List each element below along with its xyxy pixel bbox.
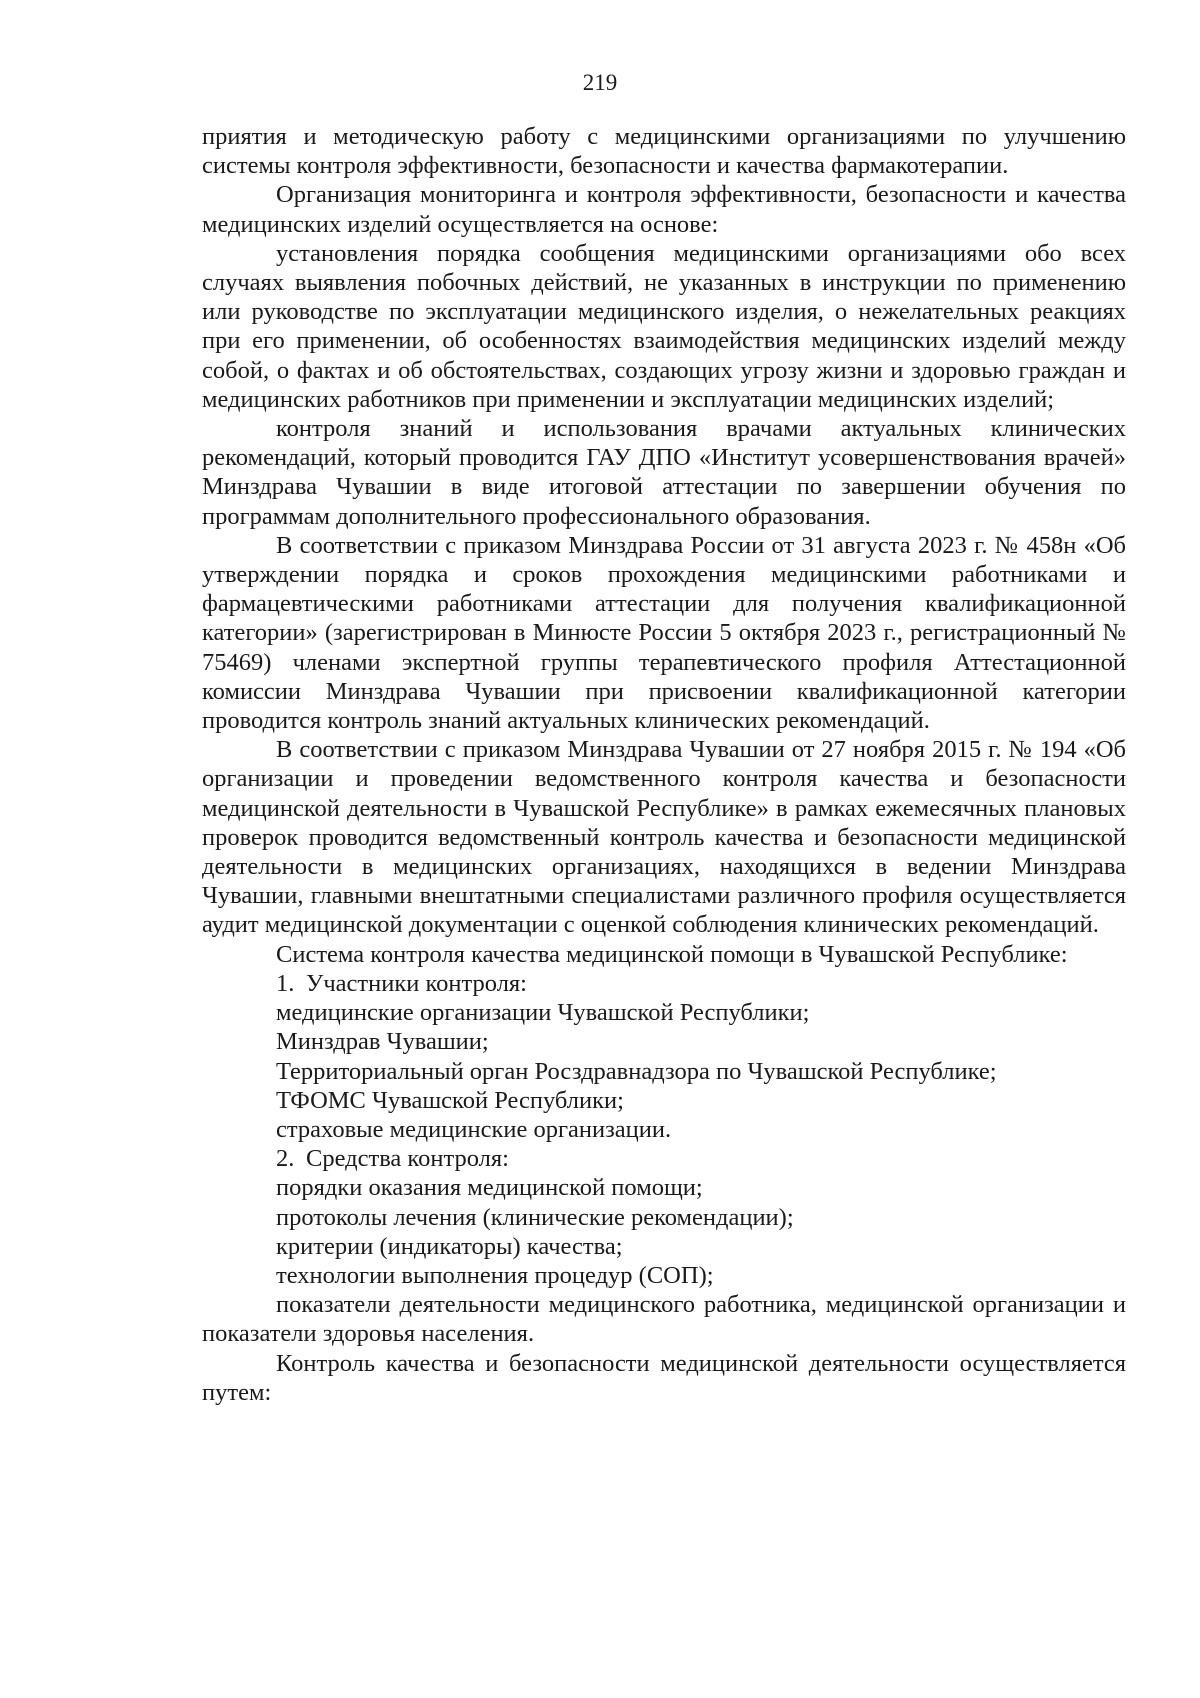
list-item: страховые медицинские организации.	[276, 1115, 672, 1143]
paragraph-reporting-procedure: установления порядка сообщения медицинскими организациями обо всех случаях выявления побочных действий, не указанных в инструкции по применению или руководстве по эксплуатации медицинского изделия, о нежелательных реакциях при его применении, об особенностях взаимодействия медицинских изделий между собой, о фактах и об обстоятельствах, создающих угрозу жизни и здоровью граждан и медицинских работников при применении и эксплуатации медицинских изделий;	[202, 239, 1126, 413]
paragraph-medical-devices-monitoring: Организация мониторинга и контроля эффективности, безопасности и качества медицинских изделий осуществляется на основе:	[202, 181, 1126, 238]
paragraph-control-methods: Контроль качества и безопасности медицинской деятельности осуществляется путем:	[202, 1349, 1126, 1406]
section-participants-title: Участники контроля:	[306, 969, 527, 997]
paragraph-order-194: В соответствии с приказом Минздрава Чувашии от 27 ноября 2015 г. № 194 «Об организации и проведении ведомственного контроля качества и безопасности медицинской деятельности в Чувашской Республике» в рамках ежемесячных плановых проверок проводится ведомственный контроль качества и безопасности медицинской деятельности в медицинских организациях, находящихся в ведении Минздрава Чувашии, главными внештатными специалистами различного профиля осуществляется аудит медицинской документации с оценкой соблюдения клинических рекомендаций.	[202, 736, 1126, 939]
section-tools-title: Средства контроля:	[306, 1145, 509, 1173]
paragraph-order-458n: В соответствии с приказом Минздрава России от 31 августа 2023 г. № 458н «Об утверждении порядка и сроков прохождения медицинскими работниками и фармацевтическими работниками аттестации для получения квалификационной категории» (зарегистрирован в Минюсте России 5 октября 2023 г., регистрационный № 75469) членами экспертной группы терапевтического профиля Аттестационной комиссии Минздрава Чувашии при присвоении квалификационной категории проводится контроль знаний актуальных клинических рекомендаций.	[202, 531, 1126, 735]
paragraph-quality-system: Система контроля качества медицинской помощи в Чувашской Республике:	[276, 940, 1068, 968]
list-item: технологии выполнения процедур (СОП);	[276, 1261, 714, 1289]
document-body	[202, 122, 1126, 1407]
paragraph-continuation: приятия и методическую работу с медицинскими организациями по улучшению системы контроля эффективности, безопасности и качества фармакотерапии.	[202, 123, 1126, 180]
list-item: критерии (индикаторы) качества;	[276, 1232, 623, 1260]
list-item: медицинские организации Чувашской Республики;	[276, 999, 810, 1027]
section-participants-heading	[202, 969, 1126, 998]
list-item: протоколы лечения (клинические рекомендации);	[276, 1203, 794, 1231]
page-number: 219	[582, 70, 618, 95]
paragraph-knowledge-control: контроля знаний и использования врачами актуальных клинических рекомендаций, который проводится ГАУ ДПО «Институт усовершенствования врачей» Минздрава Чувашии в виде итоговой аттестации по завершении обучения по программам дополнительного профессионального образования.	[202, 415, 1126, 530]
section-participants-number: 1.	[276, 969, 295, 997]
section-tools-number: 2.	[276, 1145, 295, 1173]
list-item: ТФОМС Чувашской Республики;	[276, 1086, 624, 1114]
list-item: Территориальный орган Росздравнадзора по Чувашской Республике;	[276, 1057, 997, 1085]
section-tools-heading	[202, 1144, 1126, 1173]
list-item: Минздрав Чувашии;	[276, 1028, 489, 1056]
list-item: порядки оказания медицинской помощи;	[276, 1174, 703, 1202]
list-item-performance-indicators: показатели деятельности медицинского работника, медицинской организации и показатели здоровья населения.	[202, 1291, 1126, 1348]
